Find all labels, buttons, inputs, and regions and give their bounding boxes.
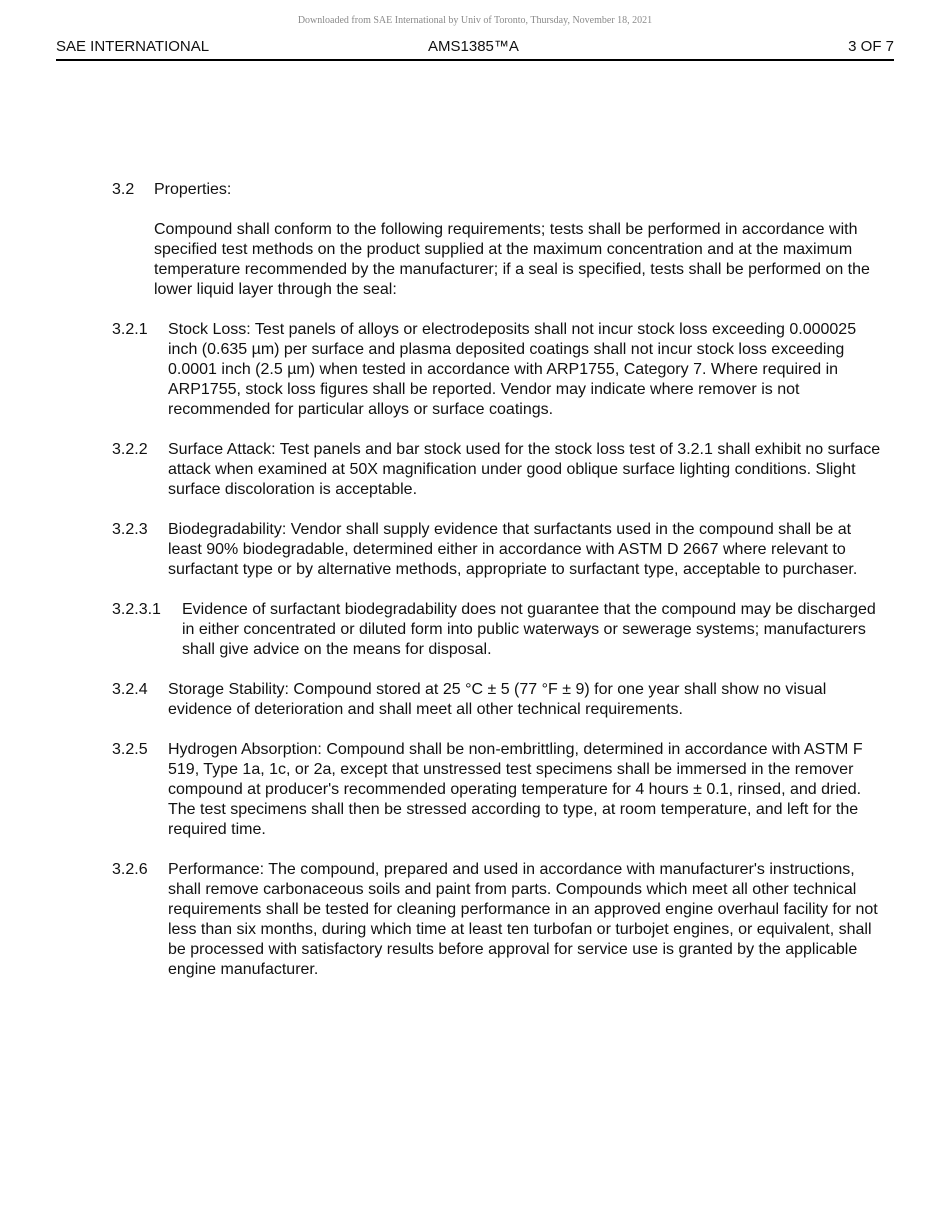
section-3-2-4 (112, 680, 884, 720)
section-3-2-3-1 (112, 600, 884, 660)
section-3-2-6 (112, 860, 884, 980)
section-3-2-1 (112, 320, 884, 420)
section-number: 3.2.3 (112, 521, 148, 538)
section-number: 3.2.3.1 (112, 601, 161, 618)
section-number: 3.2 (112, 181, 135, 198)
section-3-2-2 (112, 440, 884, 500)
section-number: 3.2.1 (112, 321, 148, 338)
section-text: Evidence of surfactant biodegradability does not guarantee that the compound may be discharged in either concentrated or diluted form into public waterways or sewerage systems; manufacturers shall give advice on the means for disposal. (182, 601, 876, 658)
section-3-2-heading (112, 180, 884, 200)
section-text: Performance: The compound, prepared and used in accordance with manufacturer's instructions, shall remove carbonaceous soils and paint from parts. Compounds which meet all other technical requirements shall be tested for cleaning performance in an approved engine overhaul facility for not less than six months, during which time at least ten turbofan or turbojet engines, or equivalent, shall be processed with satisfactory results before approval for service use is granted by the applicable engine manufacturer. (168, 861, 878, 978)
section-number: 3.2.5 (112, 741, 148, 758)
section-text: Stock Loss: Test panels of alloys or electrodeposits shall not incur stock loss exceeding 0.000025 inch (0.635 µm) per surface and plasma deposited coatings shall not incur stock loss exceeding 0.0001 inch (2.5 µm) when tested in accordance with ARP1755, Category 7. Where required in ARP1755, stock loss figures shall be reported. Vendor may indicate where remover is not recommended for particular alloys or surface coatings. (168, 321, 857, 418)
section-number: 3.2.2 (112, 441, 148, 458)
section-number: 3.2.4 (112, 681, 148, 698)
header-organization: SAE INTERNATIONAL (56, 38, 210, 55)
header-divider (56, 59, 894, 61)
page-header (56, 38, 894, 58)
section-3-2-3 (112, 520, 884, 580)
section-text: Hydrogen Absorption: Compound shall be non-embrittling, determined in accordance with ASTM F 519, Type 1a, 1c, or 2a, except that unstressed test specimens shall be immersed in the remover compound at producer's recommended operating temperature for 4 hours ± 0.1, rinsed, and dried. The test specimens shall then be stressed according to type, at room temperature, and left for the required time. (168, 741, 863, 838)
document-body (112, 180, 884, 1000)
section-3-2-intro: Compound shall conform to the following requirements; tests shall be performed in accordance with specified test methods on the product supplied at the maximum concentration and at the maximum temperature recommended by the manufacturer; if a seal is specified, tests shall be performed on the lower liquid layer through the seal: (154, 221, 870, 298)
download-watermark: Downloaded from SAE International by Univ of Toronto, Thursday, November 18, 2021 (297, 15, 653, 26)
section-text: Storage Stability: Compound stored at 25 °C ± 5 (77 °F ± 9) for one year shall show no visual evidence of deterioration and shall meet all other technical requirements. (168, 681, 827, 718)
section-text: Surface Attack: Test panels and bar stock used for the stock loss test of 3.2.1 shall exhibit no surface attack when examined at 50X magnification under good oblique surface lighting conditions. Slight surface discoloration is acceptable. (168, 441, 881, 498)
header-page-number: 3 OF 7 (848, 38, 894, 55)
section-number: 3.2.6 (112, 861, 148, 878)
section-3-2-5 (112, 740, 884, 840)
section-text: Biodegradability: Vendor shall supply evidence that surfactants used in the compound shall be at least 90% biodegradable, determined either in accordance with ASTM D 2667 where relevant to surfactant type or by alternative methods, appropriate to surfactant type, acceptable to purchaser. (168, 521, 858, 578)
header-document-id: AMS1385™A (428, 38, 519, 55)
section-title: Properties: (154, 181, 232, 198)
